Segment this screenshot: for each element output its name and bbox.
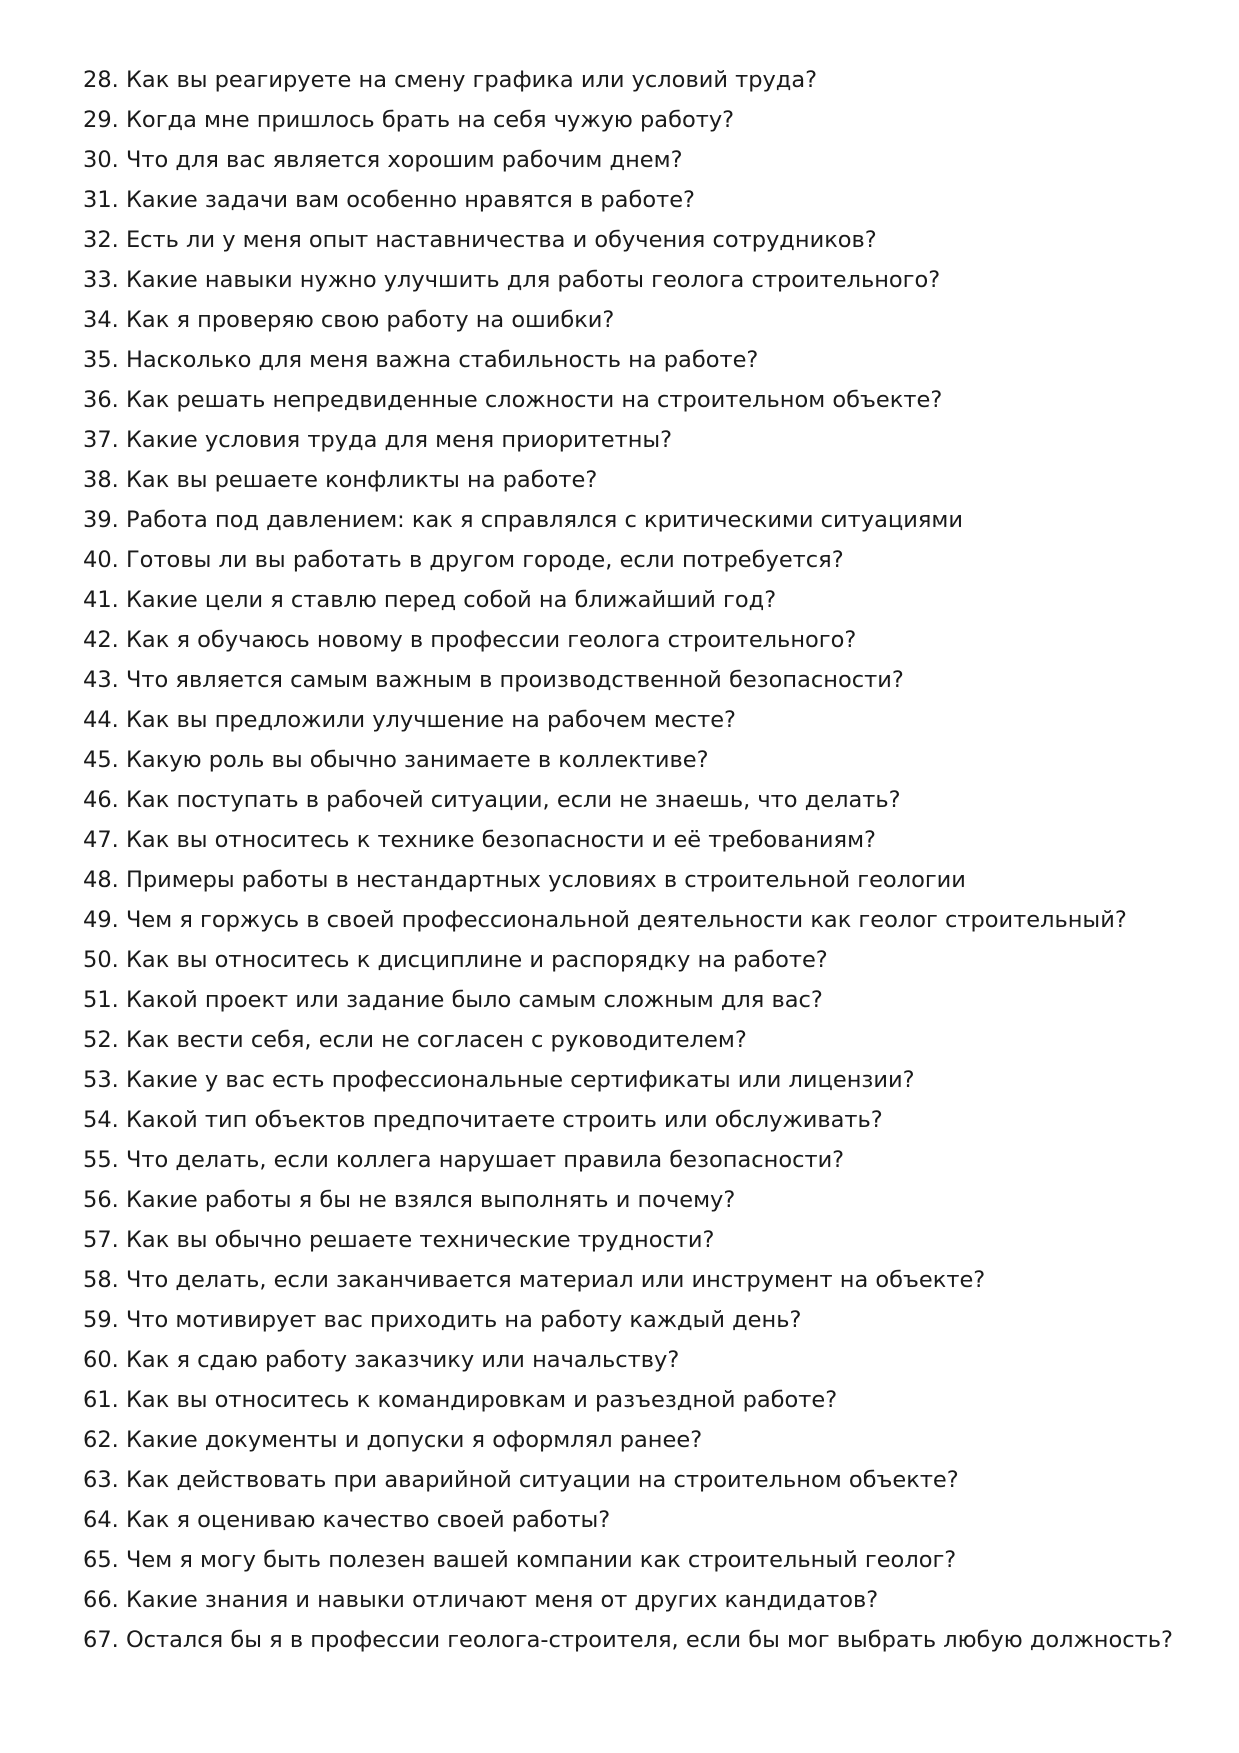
question-number: 54. — [83, 1107, 119, 1133]
question-text: Какие знания и навыки отличают меня от других кандидатов? — [125, 1587, 879, 1613]
question-number: 33. — [83, 267, 119, 293]
question-number: 55. — [83, 1147, 119, 1173]
question-item — [83, 300, 1183, 340]
question-number: 63. — [83, 1467, 119, 1493]
question-number: 61. — [83, 1387, 119, 1413]
question-item — [83, 1380, 1183, 1420]
question-text: Как я проверяю свою работу на ошибки? — [125, 307, 615, 333]
question-list — [83, 60, 1183, 1660]
question-text: Есть ли у меня опыт наставничества и обучения сотрудников? — [125, 227, 877, 253]
question-text: Насколько для меня важна стабильность на работе? — [125, 347, 759, 373]
question-text: Что для вас является хорошим рабочим днем? — [125, 147, 683, 173]
question-item — [83, 1460, 1183, 1500]
question-item — [83, 1100, 1183, 1140]
question-text: Готовы ли вы работать в другом городе, если потребуется? — [125, 547, 844, 573]
question-item — [83, 1020, 1183, 1060]
question-item — [83, 1220, 1183, 1260]
question-text: Чем я могу быть полезен вашей компании как строительный геолог? — [125, 1547, 957, 1573]
question-text: Как вы относитесь к дисциплине и распорядку на работе? — [125, 947, 828, 973]
question-text: Как вы обычно решаете технические трудности? — [125, 1227, 715, 1253]
question-text: Какие цели я ставлю перед собой на ближайший год? — [125, 587, 777, 613]
question-item — [83, 420, 1183, 460]
question-text: Что делать, если заканчивается материал или инструмент на объекте? — [125, 1267, 986, 1293]
question-item — [83, 1540, 1183, 1580]
question-text: Какие у вас есть профессиональные сертификаты или лицензии? — [125, 1067, 915, 1093]
question-number: 49. — [83, 907, 119, 933]
question-text: Что мотивирует вас приходить на работу каждый день? — [125, 1307, 802, 1333]
question-text: Как я оцениваю качество своей работы? — [125, 1507, 611, 1533]
question-number: 34. — [83, 307, 119, 333]
question-item — [83, 220, 1183, 260]
question-number: 64. — [83, 1507, 119, 1533]
question-number: 56. — [83, 1187, 119, 1213]
question-text: Какие навыки нужно улучшить для работы геолога строительного? — [125, 267, 941, 293]
question-item — [83, 100, 1183, 140]
question-item — [83, 620, 1183, 660]
question-number: 50. — [83, 947, 119, 973]
question-text: Работа под давлением: как я справлялся с критическими ситуациями — [125, 507, 963, 533]
question-item — [83, 1620, 1183, 1660]
question-number: 40. — [83, 547, 119, 573]
question-text: Как вы относитесь к командировкам и разъездной работе? — [125, 1387, 838, 1413]
question-text: Чем я горжусь в своей профессиональной деятельности как геолог строительный? — [125, 907, 1127, 933]
question-item — [83, 540, 1183, 580]
question-item — [83, 1140, 1183, 1180]
question-text: Что делать, если коллега нарушает правила безопасности? — [125, 1147, 845, 1173]
question-text: Примеры работы в нестандартных условиях в строительной геологии — [125, 867, 966, 893]
question-number: 47. — [83, 827, 119, 853]
question-text: Какой тип объектов предпочитаете строить или обслуживать? — [125, 1107, 883, 1133]
question-text: Как вести себя, если не согласен с руководителем? — [125, 1027, 747, 1053]
question-number: 45. — [83, 747, 119, 773]
question-number: 31. — [83, 187, 119, 213]
question-text: Какой проект или задание было самым сложным для вас? — [125, 987, 823, 1013]
question-number: 59. — [83, 1307, 119, 1333]
question-number: 32. — [83, 227, 119, 253]
question-item — [83, 340, 1183, 380]
question-item — [83, 900, 1183, 940]
question-number: 30. — [83, 147, 119, 173]
question-number: 38. — [83, 467, 119, 493]
question-item — [83, 180, 1183, 220]
question-number: 36. — [83, 387, 119, 413]
question-text: Как действовать при аварийной ситуации на строительном объекте? — [125, 1467, 959, 1493]
question-item — [83, 260, 1183, 300]
question-number: 48. — [83, 867, 119, 893]
question-item — [83, 580, 1183, 620]
question-number: 46. — [83, 787, 119, 813]
question-item — [83, 780, 1183, 820]
question-item — [83, 460, 1183, 500]
question-number: 53. — [83, 1067, 119, 1093]
question-number: 65. — [83, 1547, 119, 1573]
question-item — [83, 980, 1183, 1020]
question-number: 51. — [83, 987, 119, 1013]
question-item — [83, 1060, 1183, 1100]
question-item — [83, 1500, 1183, 1540]
question-item — [83, 1580, 1183, 1620]
question-text: Какие условия труда для меня приоритетны? — [125, 427, 673, 453]
question-number: 35. — [83, 347, 119, 373]
question-number: 41. — [83, 587, 119, 613]
question-item — [83, 700, 1183, 740]
question-text: Как я обучаюсь новому в профессии геолога строительного? — [125, 627, 857, 653]
question-number: 44. — [83, 707, 119, 733]
question-item — [83, 380, 1183, 420]
question-text: Как вы реагируете на смену графика или условий труда? — [125, 67, 818, 93]
question-number: 28. — [83, 67, 119, 93]
question-text: Остался бы я в профессии геолога-строителя, если бы мог выбрать любую должность? — [125, 1627, 1173, 1653]
question-number: 42. — [83, 627, 119, 653]
question-item — [83, 860, 1183, 900]
question-number: 39. — [83, 507, 119, 533]
question-text: Что является самым важным в производственной безопасности? — [125, 667, 904, 693]
question-number: 43. — [83, 667, 119, 693]
question-number: 66. — [83, 1587, 119, 1613]
question-item — [83, 1180, 1183, 1220]
question-item — [83, 820, 1183, 860]
question-text: Когда мне пришлось брать на себя чужую работу? — [125, 107, 735, 133]
question-item — [83, 1300, 1183, 1340]
question-number: 29. — [83, 107, 119, 133]
question-number: 58. — [83, 1267, 119, 1293]
question-item — [83, 660, 1183, 700]
question-item — [83, 60, 1183, 100]
question-text: Как вы относитесь к технике безопасности и её требованиям? — [125, 827, 877, 853]
question-item — [83, 740, 1183, 780]
question-number: 67. — [83, 1627, 119, 1653]
question-item — [83, 500, 1183, 540]
question-item — [83, 1420, 1183, 1460]
question-item — [83, 140, 1183, 180]
question-number: 62. — [83, 1427, 119, 1453]
question-text: Какие работы я бы не взялся выполнять и почему? — [125, 1187, 736, 1213]
question-number: 57. — [83, 1227, 119, 1253]
question-text: Как решать непредвиденные сложности на строительном объекте? — [125, 387, 943, 413]
question-number: 52. — [83, 1027, 119, 1053]
question-text: Как вы решаете конфликты на работе? — [125, 467, 598, 493]
question-number: 60. — [83, 1347, 119, 1373]
question-text: Как вы предложили улучшение на рабочем месте? — [125, 707, 736, 733]
question-item — [83, 1260, 1183, 1300]
question-text: Какие задачи вам особенно нравятся в работе? — [125, 187, 695, 213]
question-text: Какие документы и допуски я оформлял ранее? — [125, 1427, 703, 1453]
question-number: 37. — [83, 427, 119, 453]
question-text: Как я сдаю работу заказчику или начальству? — [125, 1347, 680, 1373]
question-text: Какую роль вы обычно занимаете в коллективе? — [125, 747, 709, 773]
question-text: Как поступать в рабочей ситуации, если не знаешь, что делать? — [125, 787, 901, 813]
question-item — [83, 940, 1183, 980]
question-item — [83, 1340, 1183, 1380]
